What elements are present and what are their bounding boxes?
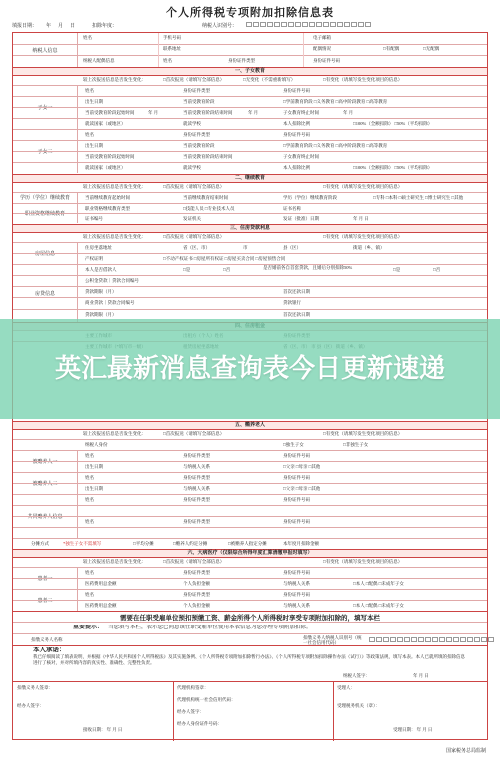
child1-birth-label: 出生日期 — [85, 99, 103, 104]
continuing-first-report[interactable]: □首次报送（请填写全部信息） — [163, 184, 225, 189]
withholding-seal-label[interactable]: 扣缴义务人签章： — [17, 685, 53, 690]
child2-school-label: 就读学校 — [183, 165, 201, 170]
pat2-relation-options[interactable]: □本人 □配偶 □未成年子女 — [353, 603, 404, 608]
medical-change-label: 较上次报送信息是否发生变化： — [83, 559, 146, 564]
degree-education-label: 学历（学位）继续教育 — [13, 192, 78, 203]
house-province: 省（区、市） — [183, 245, 210, 250]
withholding-id-label: 扣缴义务人纳税人识别号（统一社会信用代码） — [303, 635, 362, 645]
headline-banner[interactable] — [0, 319, 500, 419]
form-footer: 国家税务总局监制 — [445, 749, 486, 754]
lending-bank-label: 贷款银行 — [283, 300, 301, 305]
dep2-name-label: 姓名 — [85, 475, 94, 480]
continuing-end-label: 当前继续教育结束时间 — [183, 195, 228, 200]
pat1-relation-label: 与纳税人关系 — [283, 581, 310, 586]
co1-id-type-label: 身份证件类型 — [183, 497, 210, 502]
child2-id-number-label: 身份证件号码 — [283, 132, 310, 137]
co1-id-number-label: 身份证件号码 — [283, 497, 310, 502]
children-first-report[interactable]: □首次报送（请填写全部信息） — [163, 77, 225, 82]
issuing-authority-label: 发证机关 — [183, 216, 201, 221]
child1-id-type-label: 身份证件类型 — [183, 88, 210, 93]
elderly-first-report[interactable]: □首次报送（请填写全部信息） — [163, 431, 225, 436]
spouse-id-type-label: 身份证件类型 — [228, 58, 255, 63]
withholding-name-label: 扣缴义务人名称 — [31, 637, 63, 642]
child1-stage-start-value: 年 月 — [148, 110, 159, 115]
continuing-change-label: 较上次报送信息是否发生变化： — [83, 184, 146, 189]
child2-ratio-label: 本人扣除比例 — [283, 165, 310, 170]
spouse-id-number-label: 身份证件号码 — [313, 58, 340, 63]
elderly-changed[interactable]: □有变化（请填写发生变化项目的信息） — [323, 431, 403, 436]
withholding-id-boxes[interactable] — [369, 637, 494, 642]
commercial-loan-contract-label: 商业贷款｜贷款合同编号 — [85, 300, 135, 305]
property-proof-options[interactable]: □不动产权证书 □房屋所有权证 □房屋买卖合同 □房屋预售合同 — [163, 256, 286, 261]
premarital-yes[interactable]: □是 — [393, 267, 401, 272]
premarital-no[interactable]: □否 — [433, 267, 441, 272]
promise-text: 我已仔细阅读了填表说明，并根据《中华人民共和国个人所得税法》及其实施条例、《个人所得税专项附加扣除暂行办法》、《个人所得税专项附加扣除操作办法（试行）》等政策法规，填写本表。本人已就所填的扣除信息进行了核对，并对所填内容的真实性、准确性、完整性负责。 — [33, 654, 465, 665]
vocational-type-label: 职业资格继续教育类型 — [85, 206, 130, 211]
child-two-label: 子女二 — [13, 129, 78, 173]
no-spouse-option[interactable]: □无配偶 — [423, 46, 440, 51]
children-change-label: 较上次报送信息是否发生变化： — [83, 77, 146, 82]
housing-change-label: 较上次报送信息是否发生变化： — [83, 234, 146, 239]
child2-stage-start-label: 当前受教育阶段起始时间 — [85, 154, 135, 159]
dep2-id-type-label: 身份证件类型 — [183, 475, 210, 480]
dep2-relation-label: 与纳税人关系 — [183, 486, 210, 491]
dep2-id-number-label: 身份证件号码 — [283, 475, 310, 480]
pat1-relation-options[interactable]: □本人 □配偶 □未成年子女 — [353, 581, 404, 586]
dep1-id-type-label: 身份证件类型 — [183, 453, 210, 458]
allocation-even[interactable]: □平均分摊 — [133, 541, 154, 546]
fund-first-repayment-label: 首次还款日期 — [283, 289, 310, 294]
issue-date-value: 年 月 日 — [353, 216, 369, 221]
section-housing-loan-header: 三、住房贷款利息 — [13, 224, 487, 233]
fill-date-month: 月 — [58, 24, 64, 29]
child2-stage-label: 当前受教育阶段 — [183, 143, 215, 148]
receipt-date-label: 接收日期： 年 月 日 — [83, 727, 123, 732]
child1-name-label: 姓名 — [85, 88, 94, 93]
dep1-relation-options[interactable]: □父亲 □母亲 □其他 — [283, 464, 321, 469]
reminder-text: 当您填写本栏，表示您已同意该任职受雇单位使用本表信息为您办理专项附加扣除。 — [108, 625, 312, 630]
commercial-first-repayment-label: 首次还款日期 — [283, 312, 310, 317]
taxpayer-address-label: 联系地址 — [163, 46, 181, 51]
pat2-relation-label: 与纳税人关系 — [283, 603, 310, 608]
dependent-two-label: 被赡养人二 — [13, 472, 78, 494]
child1-stage-end-label: 当前受教育阶段结束时间 — [183, 110, 233, 115]
child1-stage-start-label: 当前受教育阶段起始时间 — [85, 110, 135, 115]
employer-note: 需要在任职受雇单位预扣预缴工资、薪金所得个人所得税时享受专项附加扣除的，填写本栏 — [120, 615, 380, 622]
spouse-info-label: 纳税人配偶信息 — [83, 58, 115, 63]
child-one-label: 子女一 — [13, 85, 78, 129]
loan-info-label: 房贷信息 — [13, 264, 78, 322]
co2-name-label: 姓名 — [85, 519, 94, 524]
patient-two-label: 患者二 — [13, 589, 78, 611]
child1-ratio-options[interactable]: □100%（全额扣除） □50%（平均扣除） — [353, 121, 433, 126]
child1-stage-end-value: 年 月 — [248, 110, 259, 115]
house-street: 街道（乡、镇） — [353, 245, 385, 250]
child2-end-time-label: 子女教育终止时间 — [283, 154, 319, 159]
property-proof-label: 产权证明 — [85, 256, 103, 261]
taxpayer-id-label: 纳税人识别号： — [202, 24, 238, 29]
housing-changed[interactable]: □有变化（请填写发生变化项目的信息） — [323, 234, 403, 239]
housing-first-report[interactable]: □首次报送（请填写全部信息） — [163, 234, 225, 239]
section-continuing-header: 二、继续教育 — [13, 174, 487, 183]
spouse-status-label: 配偶情况 — [313, 46, 331, 51]
child2-birth-label: 出生日期 — [85, 143, 103, 148]
premarital-loan-label: 是否婚前各自首套贷款，且婚后分别扣除50% — [263, 265, 353, 270]
section-medical-header: 六、大病医疗（仅限综合所得年度汇算清缴申报时填写） — [13, 549, 487, 558]
form-title: 个人所得税专项附加扣除信息表 — [166, 7, 334, 19]
issue-date-label: 发证（批准）日期 — [283, 216, 319, 221]
taxpayer-group-label: 纳税人信息 — [13, 33, 78, 67]
child2-stage-end-label: 当前受教育阶段结束时间 — [183, 154, 233, 159]
certificate-number-label: 证书编号 — [85, 216, 103, 221]
vocational-type-options[interactable]: □技能人员 □专业技术人员 — [183, 206, 235, 211]
child2-ratio-options[interactable]: □100%（全额扣除） □50%（平均扣除） — [353, 165, 433, 170]
allocation-note: *独生子女不需填写 — [63, 541, 102, 546]
continuing-start-label: 当前继续教育起始时间 — [85, 195, 130, 200]
taxpayer-email-label: 电子邮箱 — [313, 35, 331, 40]
taxpayer-sign-label[interactable]: 纳税人签字： — [343, 673, 370, 678]
borrower-yes[interactable]: □是 — [183, 267, 191, 272]
taxpayer-sign-date: 年 月 日 — [413, 673, 429, 678]
has-spouse-option[interactable]: □有配偶 — [383, 46, 400, 51]
only-child-option[interactable]: □独生子女 — [283, 442, 304, 447]
handler-id-label: 经办人身份证件号码： — [177, 721, 222, 726]
tax-office-seal-label: 受理税务机关（章）： — [337, 703, 380, 708]
child2-name-label: 姓名 — [85, 132, 94, 137]
acceptor-label: 受理人： — [337, 685, 355, 690]
co2-id-number-label: 身份证件号码 — [283, 519, 310, 524]
degree-stage-label: 学历（学位）继续教育阶段 — [283, 195, 337, 200]
co1-name-label: 姓名 — [85, 497, 94, 502]
child2-id-type-label: 身份证件类型 — [183, 132, 210, 137]
taxpayer-identity-label: 纳税人身份 — [85, 442, 108, 447]
house-info-label: 房屋信息 — [13, 242, 78, 264]
children-no-change[interactable]: □无变化（不需重新填写） — [243, 77, 296, 82]
fill-date-year: 年 — [46, 24, 52, 29]
pat2-name-label: 姓名 — [85, 592, 94, 597]
allocation-label: 分摊方式 — [31, 541, 49, 546]
degree-stage-options[interactable]: □专科 □本科 □硕士研究生 □博士研究生 □其他 — [373, 195, 464, 200]
handler-sign-label-2[interactable]: 经办人签字： — [177, 709, 204, 714]
child1-stage-label: 当前受教育阶段 — [183, 99, 215, 104]
children-changed[interactable]: □有变化（请填写发生变化项目的信息） — [323, 77, 403, 82]
pat2-id-type-label: 身份证件类型 — [183, 592, 210, 597]
child1-ratio-label: 本人扣除比例 — [283, 121, 310, 126]
pat1-total-cost-label: 医药费用总金额 — [85, 581, 117, 586]
continuing-changed[interactable]: □有变化（请填写发生变化项目的信息） — [323, 184, 403, 189]
pat2-personal-cost-label: 个人负担金额 — [183, 603, 210, 608]
house-address-label: 住房坐落地址 — [85, 245, 112, 250]
spouse-name-label: 姓名 — [163, 58, 172, 63]
child1-end-time-label: 子女教育终止时间 — [283, 110, 319, 115]
child2-stage-options[interactable]: □学前教育阶段 □义务教育 □高中阶段教育 □高等教育 — [283, 143, 388, 148]
patient-one-label: 患者一 — [13, 567, 78, 589]
taxpayer-phone-label: 手机号码 — [163, 35, 181, 40]
child1-end-time-value: 年 月 — [343, 110, 354, 115]
taxpayer-id-boxes[interactable] — [246, 22, 371, 27]
dependent-one-label: 被赡养人一 — [13, 450, 78, 472]
pat1-name-label: 姓名 — [85, 570, 94, 575]
pat2-id-number-label: 身份证件号码 — [283, 592, 310, 597]
house-county: 县（区） — [283, 245, 301, 250]
allocation-designated[interactable]: □被赡养人指定分摊 — [228, 541, 267, 546]
child1-stage-options[interactable]: □学前教育阶段 □义务教育 □高中阶段教育 □高等教育 — [283, 99, 388, 104]
section-children-header: 一、子女教育 — [13, 67, 487, 76]
vocational-education-label: 职业资格继续教育 — [13, 203, 78, 223]
dep1-name-label: 姓名 — [85, 453, 94, 458]
child1-school-label: 就读学校 — [183, 121, 201, 126]
medical-changed[interactable]: □有变化（请填写发生变化项目的信息） — [323, 559, 403, 564]
section-elderly-header: 五、赡养老人 — [13, 421, 487, 430]
house-city: 市 — [243, 245, 248, 250]
pat2-total-cost-label: 医药费用总金额 — [85, 603, 117, 608]
accept-date-label: 受理日期： 年 月 日 — [393, 727, 433, 732]
handler-sign-label-1[interactable]: 经办人签字： — [17, 703, 44, 708]
fill-date-label: 填报日期： — [12, 24, 38, 29]
agency-credit-code-label: 代理机构统一社会信用代码： — [177, 697, 236, 702]
headline-text: 英汇最新消息查询表今日更新速递 — [54, 354, 445, 384]
allocation-agreed[interactable]: □赡养人约定分摊 — [173, 541, 208, 546]
dep1-birth-label: 出生日期 — [85, 464, 103, 469]
borrower-label: 本人是否借款人 — [85, 267, 117, 272]
elderly-change-label: 较上次报送信息是否发生变化： — [83, 431, 146, 436]
co2-id-type-label: 身份证件类型 — [183, 519, 210, 524]
child1-country-label: 就读国家（或地区） — [85, 121, 126, 126]
borrower-no[interactable]: □否 — [223, 267, 231, 272]
form-header-line — [12, 22, 488, 32]
dep1-relation-label: 与纳税人关系 — [183, 464, 210, 469]
taxpayer-name-label: 姓名 — [83, 35, 92, 40]
not-only-child-option[interactable]: □非独生子女 — [343, 442, 369, 447]
promise-label: 本人承诺： — [33, 647, 66, 652]
monthly-deduction-label: 本年度月扣除金额 — [283, 541, 319, 546]
certificate-name-label: 证书名称 — [283, 206, 301, 211]
medical-first-report[interactable]: □首次报送（请填写全部信息） — [163, 559, 225, 564]
pat1-id-type-label: 身份证件类型 — [183, 570, 210, 575]
fund-loan-contract-label: 公积金贷款｜贷款合同编号 — [85, 278, 139, 283]
reminder-label: 重要提示： — [73, 625, 104, 630]
pat1-personal-cost-label: 个人负担金额 — [183, 581, 210, 586]
dep2-relation-options[interactable]: □父亲 □母亲 □其他 — [283, 486, 321, 491]
dep2-birth-label: 出生日期 — [85, 486, 103, 491]
co-supporter-label: 共同赡养人信息 — [13, 494, 78, 538]
pat1-id-number-label: 身份证件号码 — [283, 570, 310, 575]
fund-loan-term-label: 贷款期限（月） — [85, 289, 117, 294]
agency-seal-label[interactable]: 代理机构签章： — [177, 685, 209, 690]
tax-year-label: 扣除年度： — [92, 24, 118, 29]
commercial-loan-term-label: 贷款期限（月） — [85, 312, 117, 317]
child1-id-number-label: 身份证件号码 — [283, 88, 310, 93]
dep1-id-number-label: 身份证件号码 — [283, 453, 310, 458]
child2-country-label: 就读国家（或地区） — [85, 165, 126, 170]
fill-date-day: 日 — [70, 24, 76, 29]
